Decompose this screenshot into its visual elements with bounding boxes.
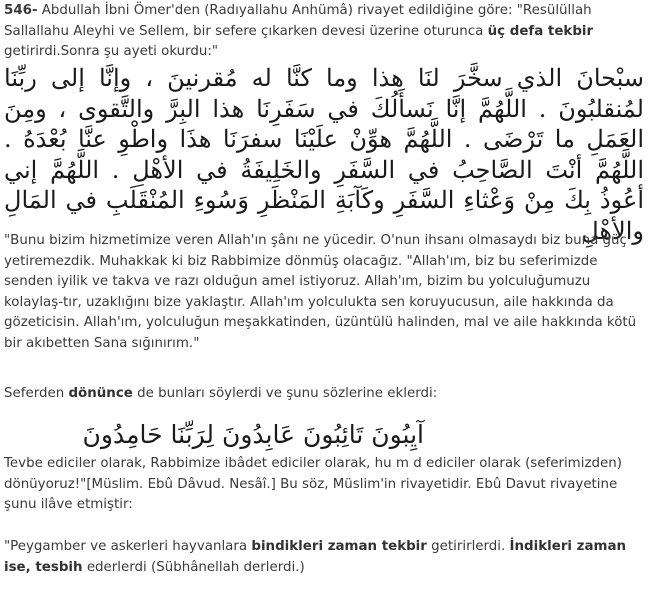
return-bold: dönünce <box>68 386 133 401</box>
intro-bold-takbir: üç defa tekbir <box>487 23 594 39</box>
arabic-supplication-2: آيِبُونَ تَائِبُونَ عَابِدُونَ لِرَبِّنَا حَامِدُونَ <box>82 420 424 449</box>
return-text-a: Seferden <box>4 386 69 401</box>
final-text-a: "Peygamber ve askerleri hayvanlara <box>4 539 252 554</box>
final-text-b: getirirlerdi. <box>426 539 510 554</box>
intro-text-a: Abdullah İbni Ömer'den (Radıyallahu Anhümâ) rivayet edildiğine göre: "Resülüllah Sallallahu Aleyhi ve Sellem, bir sefere çıkarken devesi üzerine oturunca <box>4 3 592 39</box>
final-note <box>4 537 650 578</box>
supplication-translation: "Bunu bizim hizmetimize veren Allah'ın şânı ne yücedir. O'nun ihsanı olmasaydı biz buna güç yetiremezdik. Muhakkak ki biz Rabbimize dönmüş olacağız. "Allah'ım, biz bu seferimizde senden iyilik ve takva ve razı olduğun amel istiyoruz. Allah'ım, bizim bu yolculuğumuzu kolaylaş-tır, uzaklığını bize yaklaştır. Allah'ım yolculukta sen koruyucusun, aile hakkında da gözeticisin. Allah'ım, yolculuğun meşakkatinden, üzüntülü halinden, mal ve aile hakkında kötü bir akıbetten Sana sığınırım." <box>4 233 637 351</box>
return-text-b: de bunları söylerdi ve şunu sözlerine eklerdi: <box>132 386 438 401</box>
hadith-number: 546- <box>4 3 38 18</box>
final-text-c: ederlerdi (Sübhânellah derlerdi.) <box>82 559 305 575</box>
hadith-intro <box>4 1 650 63</box>
arabic-supplication-1: سبْحانَ الذي سخَّرَ لنَا هذا وما كنَّا له مُقرنينَ ، وإنَّا إلى ربِّنَا لمُنقلبُونَ . اللَّهُمَّ إنَّا نَسأَلُكَ في سَفَرِنَا هذا البِرَّ والتَّقوى ، ومِنَ العَمَلِ ما تَرْضَى . اللَّهُمَّ هوِّنْ علَيْنَا سفرَنَا هذَا واطْوِ عنَّا بُعْدَهُ . اللَّهُمَّ أنْتَ الصَّاحِبُ في السَّفَرِ والخَلِيفَةُ في الأهْلِ . اللَّهُمَّ إني أعُوذُ بِكَ مِنْ وَعْثاءِ السَّفَرِ وكَآبَةِ المَنْظَرِ وَسُوءِ المُنْقَلَبِ في المَالِ والأهْلِ <box>4 64 644 245</box>
return-intro <box>4 384 650 405</box>
return-translation: Tevbe ediciler olarak, Rabbimize ibâdet ediciler olarak, hu m d ediciler olarak (seferimizden) dönüyoruz!"[Müslim. Ebû Dâvud. Nesâî.] Bu söz, Müslim'in rivayetidir. Ebû Davut rivayetine şunu ilâve etmiştir: <box>4 456 622 512</box>
final-bold-2: İndikleri zaman ise, tesbih <box>4 539 627 575</box>
final-bold-1: bindikleri zaman tekbir <box>251 539 427 554</box>
intro-text-b: getirirdi.Sonra şu ayeti okurdu:" <box>4 44 219 59</box>
